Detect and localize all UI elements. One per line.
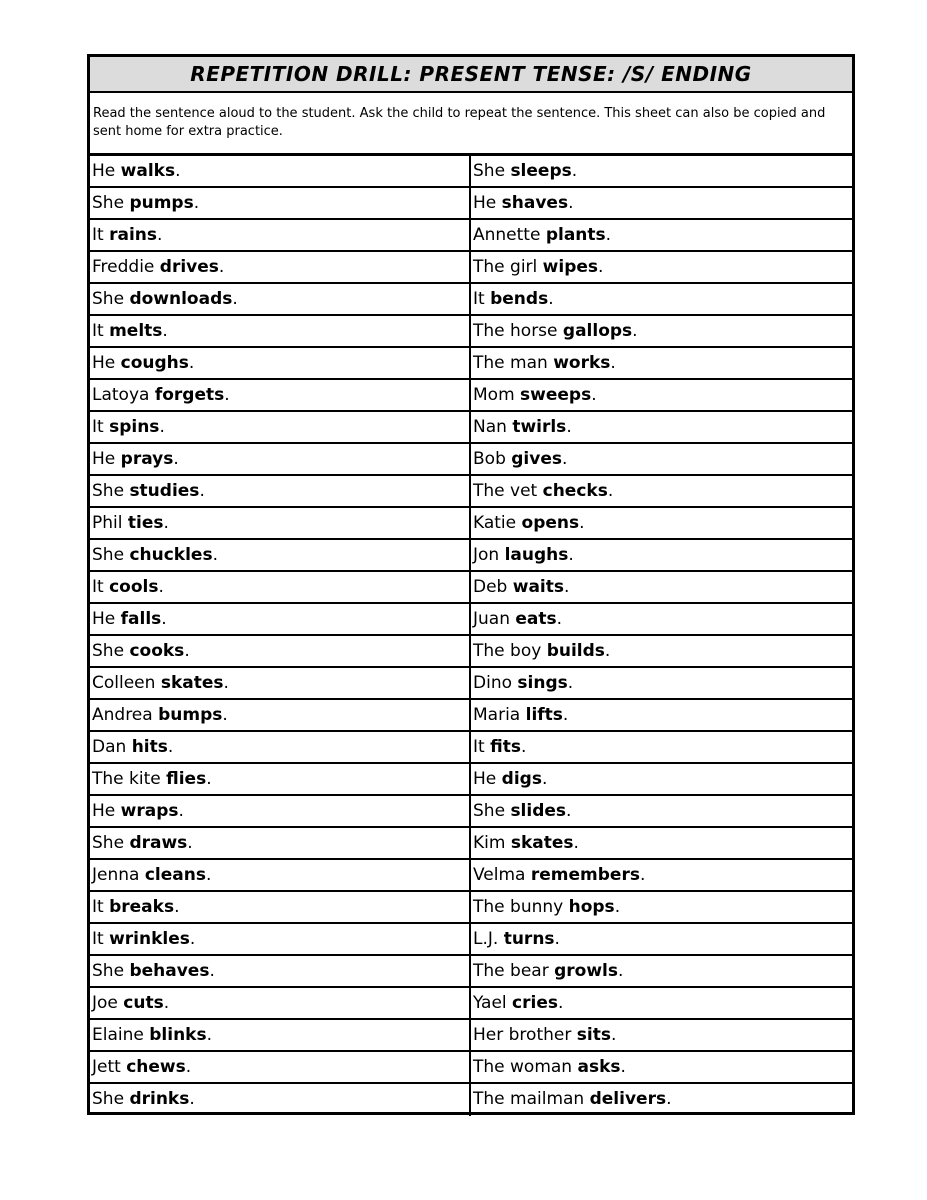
sentence-period: . [174,897,180,917]
sentence-verb: drives [159,257,219,277]
sentence-period: . [520,737,527,757]
sentence-subject: He [92,801,121,821]
sentence-cell [471,796,852,828]
sentence-verb: opens [521,513,580,533]
sentence-verb: blinks [149,1025,207,1045]
sentence-verb: turns [503,929,555,949]
sentence-cell [471,1020,852,1052]
sentence-period: . [610,353,616,373]
sentence-period: . [206,769,212,789]
sentence-verb: lifts [525,705,563,725]
sentence-subject: It [92,929,110,949]
sentence-subject: She [92,545,130,565]
sentence-verb: forgets [154,385,225,405]
sentence-cell [471,1052,852,1084]
sentence-cell [90,860,471,892]
sentence-verb: falls [120,609,162,629]
sentence-cell [90,892,471,924]
sentence-verb: eats [515,609,557,629]
sentence-period: . [568,193,574,213]
sentence-cell [471,604,852,636]
sentence-subject: The kite [92,769,167,789]
sentence-cell [90,252,471,284]
sentence-period: . [218,257,225,277]
sentence-verb: bumps [158,705,223,725]
sentence-cell [90,540,471,572]
sentence-subject: He [473,193,502,213]
sentence-cell [90,316,471,348]
sentence-subject: The woman [473,1057,578,1077]
sentence-subject: Nan [473,417,513,437]
sentence-verb: growls [554,961,618,981]
sentence-verb: skates [160,673,224,693]
sentence-period: . [566,417,572,437]
sentence-verb: slides [510,801,567,821]
sentence-period: . [556,609,563,629]
sentence-period: . [224,385,230,405]
sentence-verb: prays [120,449,174,469]
sentence-verb: ties [127,513,164,533]
sentence-verb: checks [542,481,608,501]
sentence-verb: plants [545,225,606,245]
sentence-period: . [187,833,193,853]
sentence-cell [471,732,852,764]
sentence-period: . [614,897,621,917]
sentence-cell [90,636,471,668]
sentence-period: . [571,161,578,181]
sentence-subject: The man [473,353,554,373]
sentence-cell [471,444,852,476]
sentence-period: . [632,321,638,341]
sentence-verb: wrinkles [109,929,190,949]
sentence-period: . [562,705,569,725]
sentence-period: . [610,1025,617,1045]
sentence-verb: chews [126,1057,186,1077]
sentence-subject: Maria [473,705,526,725]
sentence-subject: It [92,321,110,341]
sentence-cell [471,220,852,252]
sentence-period: . [193,193,200,213]
sentence-period: . [222,705,228,725]
sentence-subject: Juan [473,609,516,629]
sentence-subject: It [92,417,110,437]
sentence-subject: The bunny [473,897,569,917]
sentence-cell [90,220,471,252]
sentence-period: . [173,449,179,469]
sentence-subject: It [92,577,110,597]
sentence-verb: asks [577,1057,621,1077]
sentence-cell [471,892,852,924]
sentence-period: . [175,161,181,181]
sentence-verb: downloads [129,289,233,309]
worksheet-title: REPETITION DRILL: PRESENT TENSE: /S/ ENDING [190,62,752,86]
sentence-cell [90,476,471,508]
sentence-verb: wraps [120,801,179,821]
sentence-subject: Velma [473,865,531,885]
sentence-period: . [163,513,169,533]
sentence-period: . [554,929,560,949]
sentence-subject: Jon [473,545,505,565]
sentence-subject: The horse [473,321,563,341]
sentence-period: . [666,1089,672,1109]
sentence-verb: twirls [512,417,567,437]
sentence-subject: It [92,225,110,245]
sentence-period: . [607,481,614,501]
sentence-subject: Phil [92,513,128,533]
sentence-period: . [212,545,218,565]
sentence-cell [90,572,471,604]
sentence-period: . [158,577,164,597]
sentence-cell [471,476,852,508]
sentence-period: . [579,513,585,533]
sentence-verb: coughs [120,353,189,373]
sentence-subject: The vet [473,481,543,501]
sentence-period: . [162,321,168,341]
sentence-subject: Annette [473,225,546,245]
sentence-verb: cuts [123,993,164,1013]
sentence-period: . [167,737,174,757]
sentence-cell [471,828,852,860]
sentence-verb: shaves [501,193,569,213]
sentence-period: . [598,257,604,277]
sentence-cell [90,508,471,540]
sentence-subject: Andrea [92,705,159,725]
sentence-verb: fits [490,737,521,757]
sentence-period: . [188,353,195,373]
sentence-verb: wipes [542,257,599,277]
sentence-cell [471,316,852,348]
sentence-subject: She [473,801,511,821]
sentence-period: . [564,577,570,597]
sentence-subject: Freddie [92,257,160,277]
sentence-period: . [206,1025,213,1045]
sentence-cell [471,188,852,220]
sentence-cell [90,188,471,220]
sentence-verb: drinks [129,1089,190,1109]
sentence-subject: The bear [473,961,555,981]
sentence-cell [90,1020,471,1052]
sentence-period: . [185,1057,192,1077]
sentence-period: . [189,929,196,949]
sentence-subject: The boy [473,641,547,661]
sentence-cell [90,156,471,188]
sentence-verb: breaks [109,897,175,917]
sentence-subject: Katie [473,513,522,533]
sentence-period: . [604,641,611,661]
sentence-period: . [159,417,165,437]
sentence-subject: She [92,833,130,853]
sentence-cell [90,828,471,860]
sentence-cell [471,508,852,540]
sentence-cell [90,988,471,1020]
sentence-subject: Joe [92,993,124,1013]
sentence-cell [90,956,471,988]
sentence-subject: The mailman [473,1089,590,1109]
sentence-period: . [184,641,190,661]
sentence-subject: Kim [473,833,511,853]
sentence-period: . [591,385,597,405]
sentence-verb: sweeps [520,385,592,405]
sentence-verb: chuckles [129,545,213,565]
sentence-verb: cooks [129,641,185,661]
sentence-subject: It [92,897,110,917]
sentence-period: . [620,1057,626,1077]
title-bar [90,57,852,93]
sentence-cell [471,380,852,412]
sentence-cell [471,252,852,284]
sentence-cell [471,284,852,316]
sentence-verb: sits [576,1025,611,1045]
sentence-period: . [605,225,612,245]
sentence-subject: The girl [473,257,543,277]
sentence-verb: digs [501,769,542,789]
sentence-subject: She [92,193,130,213]
sentence-subject: Bob [473,449,512,469]
sentence-subject: He [92,609,121,629]
sentence-cell [471,700,852,732]
sentence-verb: builds [546,641,605,661]
sentence-cell [90,412,471,444]
sentence-subject: Dan [92,737,132,757]
sentence-verb: spins [109,417,160,437]
sentence-table [90,156,852,1116]
sentence-period: . [573,833,579,853]
sentence-verb: sleeps [510,161,572,181]
sentence-period: . [541,769,548,789]
sentence-subject: Mom [473,385,521,405]
sentence-cell [90,284,471,316]
sentence-verb: laughs [504,545,569,565]
sentence-verb: cleans [144,865,206,885]
sentence-period: . [161,609,167,629]
sentence-verb: gallops [562,321,633,341]
worksheet [87,54,855,1115]
sentence-subject: Dino [473,673,518,693]
sentence-cell [471,988,852,1020]
sentence-subject: Colleen [92,673,161,693]
sentence-verb: remembers [530,865,640,885]
sentence-verb: studies [129,481,200,501]
sentence-cell [90,380,471,412]
sentence-cell [90,764,471,796]
sentence-verb: behaves [129,961,210,981]
sentence-verb: cools [109,577,159,597]
sentence-cell [471,956,852,988]
sentence-period: . [209,961,215,981]
sentence-cell [471,924,852,956]
sentence-cell [90,444,471,476]
sentence-period: . [163,993,170,1013]
sentence-verb: sings [517,673,568,693]
sentence-cell [471,860,852,892]
sentence-period: . [639,865,646,885]
sentence-period: . [157,225,163,245]
instructions-text: Read the sentence aloud to the student. Ask the child to repeat the sentence. This sheet can also be copied and sent home for extra practice. [90,93,852,156]
sentence-cell [90,700,471,732]
sentence-verb: hops [568,897,615,917]
sentence-cell [90,668,471,700]
sentence-subject: She [92,961,130,981]
sentence-subject: Elaine [92,1025,150,1045]
sentence-cell [471,668,852,700]
sentence-cell [471,572,852,604]
sentence-subject: It [473,289,491,309]
sentence-cell [90,1084,471,1116]
sentence-verb: works [553,353,611,373]
sentence-subject: He [92,449,121,469]
sentence-period: . [568,545,574,565]
sentence-cell [471,348,852,380]
sentence-period: . [223,673,229,693]
sentence-verb: draws [129,833,188,853]
sentence-period: . [567,673,574,693]
sentence-cell [90,732,471,764]
sentence-subject: She [92,289,130,309]
sentence-subject: She [92,641,130,661]
sentence-cell [90,1052,471,1084]
sentence-cell [471,764,852,796]
sentence-cell [471,636,852,668]
sentence-period: . [548,289,554,309]
sentence-verb: skates [510,833,574,853]
sentence-verb: walks [120,161,176,181]
sentence-cell [471,540,852,572]
sentence-verb: waits [512,577,564,597]
sentence-cell [471,156,852,188]
sentence-subject: L.J. [473,929,504,949]
sentence-period: . [178,801,184,821]
sentence-subject: Her brother [473,1025,577,1045]
sentence-cell [90,604,471,636]
sentence-subject: Deb [473,577,513,597]
sentence-subject: He [92,161,121,181]
sentence-verb: flies [166,769,207,789]
sentence-subject: Yael [473,993,513,1013]
sentence-subject: She [473,161,511,181]
sentence-cell [90,924,471,956]
sentence-subject: Jenna [92,865,145,885]
sentence-period: . [232,289,238,309]
sentence-cell [90,348,471,380]
sentence-period: . [205,865,212,885]
sentence-subject: Jett [92,1057,127,1077]
sentence-period: . [562,449,568,469]
sentence-verb: pumps [129,193,194,213]
sentence-verb: delivers [589,1089,667,1109]
sentence-period: . [189,1089,195,1109]
sentence-verb: cries [512,993,558,1013]
sentence-verb: rains [109,225,157,245]
sentence-cell [90,796,471,828]
sentence-subject: He [473,769,502,789]
sentence-verb: hits [131,737,168,757]
sentence-subject: Latoya [92,385,155,405]
sentence-subject: He [92,353,121,373]
sentence-period: . [566,801,572,821]
sentence-subject: She [92,1089,130,1109]
sentence-cell [471,412,852,444]
sentence-period: . [557,993,564,1013]
sentence-verb: melts [109,321,163,341]
sentence-cell [471,1084,852,1116]
sentence-verb: bends [490,289,549,309]
sentence-verb: gives [511,449,562,469]
sentence-period: . [617,961,624,981]
sentence-subject: She [92,481,130,501]
sentence-period: . [199,481,205,501]
sentence-subject: It [473,737,491,757]
